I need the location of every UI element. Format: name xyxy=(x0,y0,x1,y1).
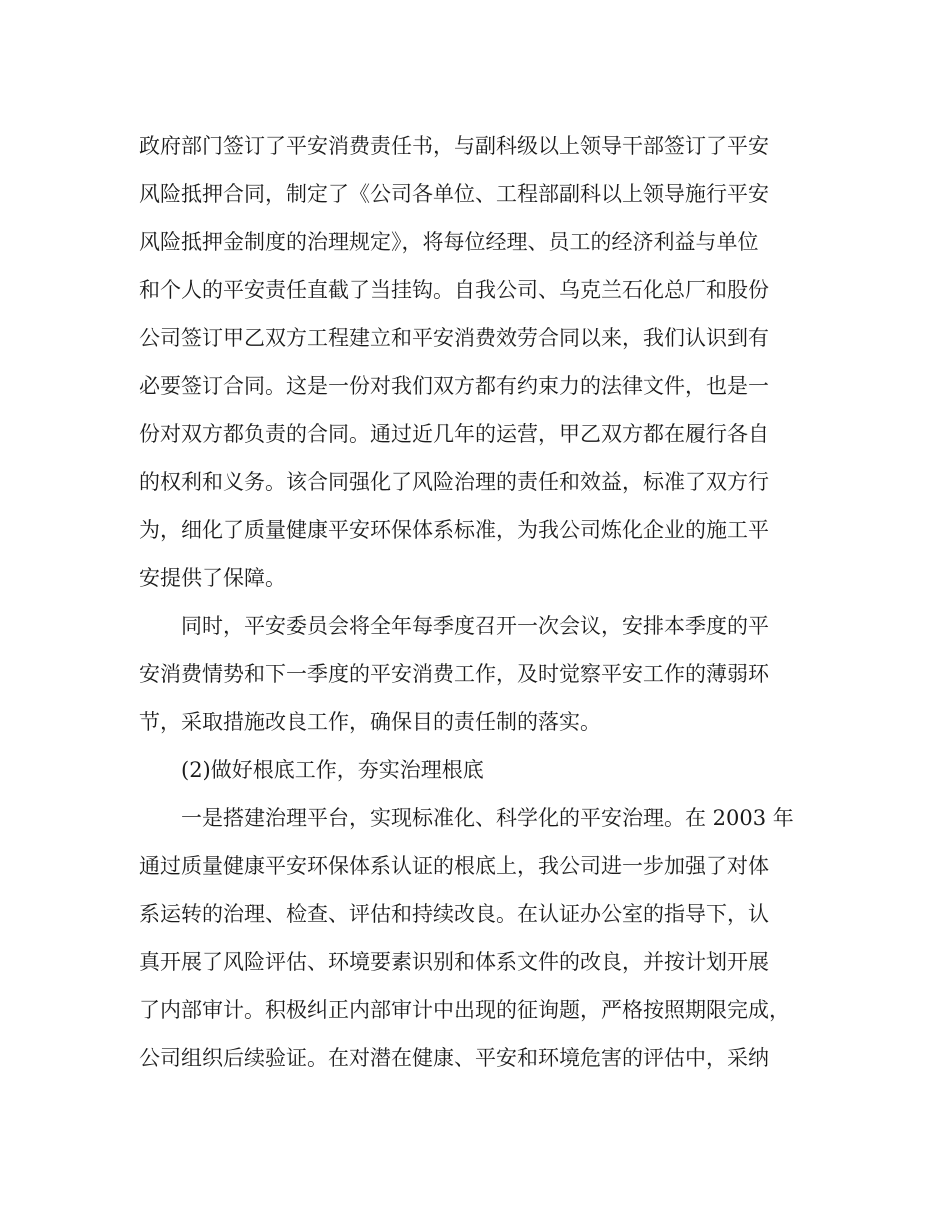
paragraph-start-line: 同时，平安委员会将全年每季度召开一次会议，安排本季度的平 xyxy=(181,614,769,638)
text-line: 为，细化了质量健康平安环保体系标准，为我公司炼化企业的施工平 xyxy=(139,518,769,542)
text-line: 必要签订合同。这是一份对我们双方都有约束力的法律文件，也是一 xyxy=(139,374,769,398)
paragraph-start-line: 一是搭建治理平台，实现标准化、科学化的平安治理。在 2003 年 xyxy=(181,806,794,830)
text-line: 系运转的治理、检查、评估和持续改良。在认证办公室的指导下，认 xyxy=(139,902,769,926)
text-line: 风险抵押金制度的治理规定》，将每位经理、员工的经济利益与单位 xyxy=(139,230,759,254)
text-line: 节，采取措施改良工作，确保目的责任制的落实。 xyxy=(139,710,601,734)
text-line: 安消费情势和下一季度的平安消费工作，及时觉察平安工作的薄弱环 xyxy=(139,662,769,686)
text-line: 份对双方都负责的合同。通过近几年的运营，甲乙双方都在履行各自 xyxy=(139,422,769,446)
text-line: 通过质量健康平安环保体系认证的根底上，我公司进一步加强了对体 xyxy=(139,854,769,878)
text-line: 的权利和义务。该合同强化了风险治理的责任和效益，标准了双方行 xyxy=(139,470,769,494)
text-line: 了内部审计。积极纠正内部审计中出现的征询题，严格按照期限完成， xyxy=(139,998,790,1022)
section-heading: (2)做好根底工作，夯实治理根底 xyxy=(181,758,484,782)
text-line: 安提供了保障。 xyxy=(139,566,286,590)
text-line: 政府部门签订了平安消费责任书，与副科级以上领导干部签订了平安 xyxy=(139,134,769,158)
text-line: 真开展了风险评估、环境要素识别和体系文件的改良，并按计划开展 xyxy=(139,950,769,974)
text-line: 公司签订甲乙双方工程建立和平安消费效劳合同以来，我们认识到有 xyxy=(139,326,769,350)
text-line: 风险抵押合同，制定了《公司各单位、工程部副科以上领导施行平安 xyxy=(139,182,769,206)
body-text xyxy=(139,122,839,1082)
text-line: 公司组织后续验证。在对潜在健康、平安和环境危害的评估中，采纳 xyxy=(139,1046,769,1070)
text-line: 和个人的平安责任直截了当挂钩。自我公司、乌克兰石化总厂和股份 xyxy=(139,278,769,302)
